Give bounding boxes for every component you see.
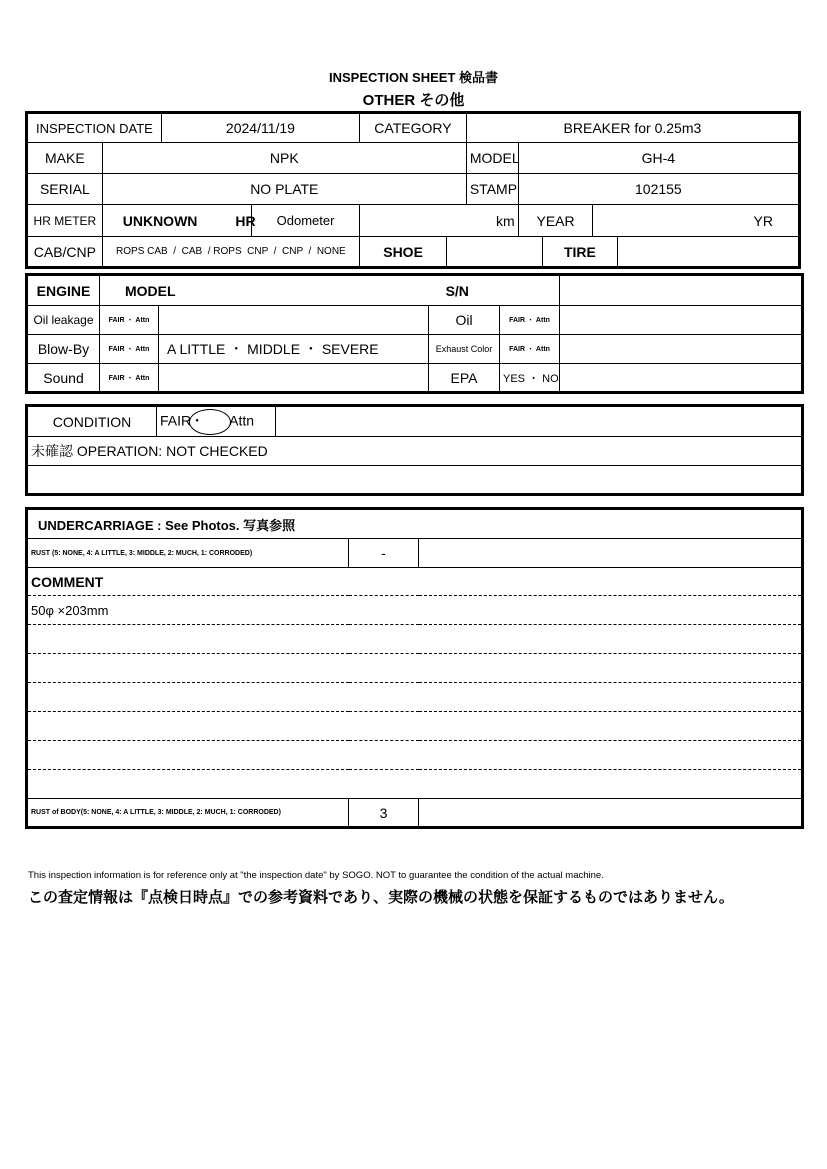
- shoe-label: SHOE: [360, 237, 447, 268]
- epa-options: YES ・ NO: [500, 364, 560, 393]
- condition-fair-attn: FAIR・ Attn: [157, 406, 276, 437]
- inspection-date-label: INSPECTION DATE: [27, 113, 162, 143]
- inspection-date-value: 2024/11/19: [161, 113, 359, 143]
- make-value: NPK: [102, 143, 466, 174]
- sound-note: [159, 364, 429, 393]
- oil-leakage-fair-attn: FAIR ・ Attn: [100, 306, 159, 335]
- engine-sn-value: [560, 275, 803, 306]
- hr-meter-value: [102, 205, 256, 237]
- sound-label: Sound: [27, 364, 100, 393]
- disclaimer-jp: この査定情報は『点検日時点』での参考資料であり、実際の機械の状態を保証するものではありません。: [28, 889, 734, 906]
- hr-meter-label: HR METER: [27, 205, 103, 237]
- year-label: YEAR: [518, 205, 593, 237]
- oil-leakage-note: [159, 306, 429, 335]
- blowby-fair-attn: FAIR ・ Attn: [100, 335, 159, 364]
- km-unit: km: [496, 212, 515, 229]
- sheet-subtitle: OTHER その他: [362, 92, 465, 109]
- condition-table: [25, 404, 804, 496]
- epa-note: [560, 364, 803, 393]
- serial-label: SERIAL: [27, 174, 103, 205]
- disclaimer-en: This inspection information is for reference only at "the inspection date" by SOGO. NOT to guarantee the condition of the actual machine.: [28, 870, 604, 881]
- model-value: GH-4: [518, 143, 799, 174]
- oil-leakage-label: Oil leakage: [27, 306, 100, 335]
- make-label: MAKE: [27, 143, 103, 174]
- category-value: BREAKER for 0.25m3: [466, 113, 799, 143]
- serial-value: NO PLATE: [102, 174, 466, 205]
- shoe-value: [447, 237, 542, 268]
- hr-unit: HR: [235, 212, 256, 229]
- condition-note: 未確認 OPERATION: NOT CHECKED: [27, 437, 803, 466]
- comment-label: COMMENT: [27, 568, 803, 596]
- odometer-value: [360, 205, 519, 237]
- exhaust-note: [560, 335, 803, 364]
- comment-line: [27, 712, 803, 741]
- rust-body-label: RUST of BODY(5: NONE, 4: A LITTLE, 3: MIDDLE, 2: MUCH, 1: CORRODED): [27, 799, 349, 828]
- tire-label: TIRE: [542, 237, 618, 268]
- engine-sn-label: S/N: [445, 282, 469, 299]
- oil-note: [560, 306, 803, 335]
- engine-model-label: MODEL S/N: [100, 275, 560, 306]
- stamp-value: 102155: [518, 174, 799, 205]
- oil-label: Oil: [429, 306, 500, 335]
- epa-label: EPA: [429, 364, 500, 393]
- exhaust-fair-attn: FAIR ・ Attn: [500, 335, 560, 364]
- comment-line: [27, 683, 803, 712]
- sound-fair-attn: FAIR ・ Attn: [100, 364, 159, 393]
- engine-label: ENGINE: [27, 275, 100, 306]
- undercarriage-table: [25, 507, 804, 829]
- condition-label: CONDITION: [27, 406, 157, 437]
- hr-meter-reading: UNKNOWN: [122, 212, 198, 229]
- yr-unit: YR: [753, 212, 773, 229]
- model-label: MODEL: [466, 143, 518, 174]
- stamp-label: STAMP: [466, 174, 518, 205]
- oil-fair-attn: FAIR ・ Attn: [500, 306, 560, 335]
- sheet-title: INSPECTION SHEET 検品書: [328, 70, 499, 85]
- tire-value: [618, 237, 800, 268]
- rust-body-value: 3: [349, 799, 419, 828]
- comment-line: [27, 625, 803, 654]
- odometer-label: Odometer: [252, 205, 360, 237]
- year-value: [593, 205, 800, 237]
- cab-label: CAB/CNP: [27, 237, 103, 268]
- engine-table: [25, 273, 804, 394]
- blowby-label: Blow-By: [27, 335, 100, 364]
- category-label: CATEGORY: [360, 113, 467, 143]
- cab-options: ROPS CAB / CAB / ROPS CNP / CNP / NONE: [102, 237, 359, 268]
- blowby-options: A LITTLE ・ MIDDLE ・ SEVERE: [159, 335, 429, 364]
- exhaust-color-label: Exhaust Color: [429, 335, 500, 364]
- comment-line: [27, 770, 803, 799]
- selected-circle-mark: ・: [189, 409, 231, 435]
- comment-line-1: 50φ ×203mm: [27, 596, 803, 625]
- comment-line: [27, 654, 803, 683]
- undercarriage-label: UNDERCARRIAGE : See Photos. 写真参照: [27, 509, 803, 539]
- comment-line: [27, 741, 803, 770]
- rust-label: RUST (5: NONE, 4: A LITTLE, 3: MIDDLE, 2: MUCH, 1: CORRODED): [27, 539, 349, 568]
- rust-value: -: [349, 539, 419, 568]
- general-info-table: [25, 111, 801, 269]
